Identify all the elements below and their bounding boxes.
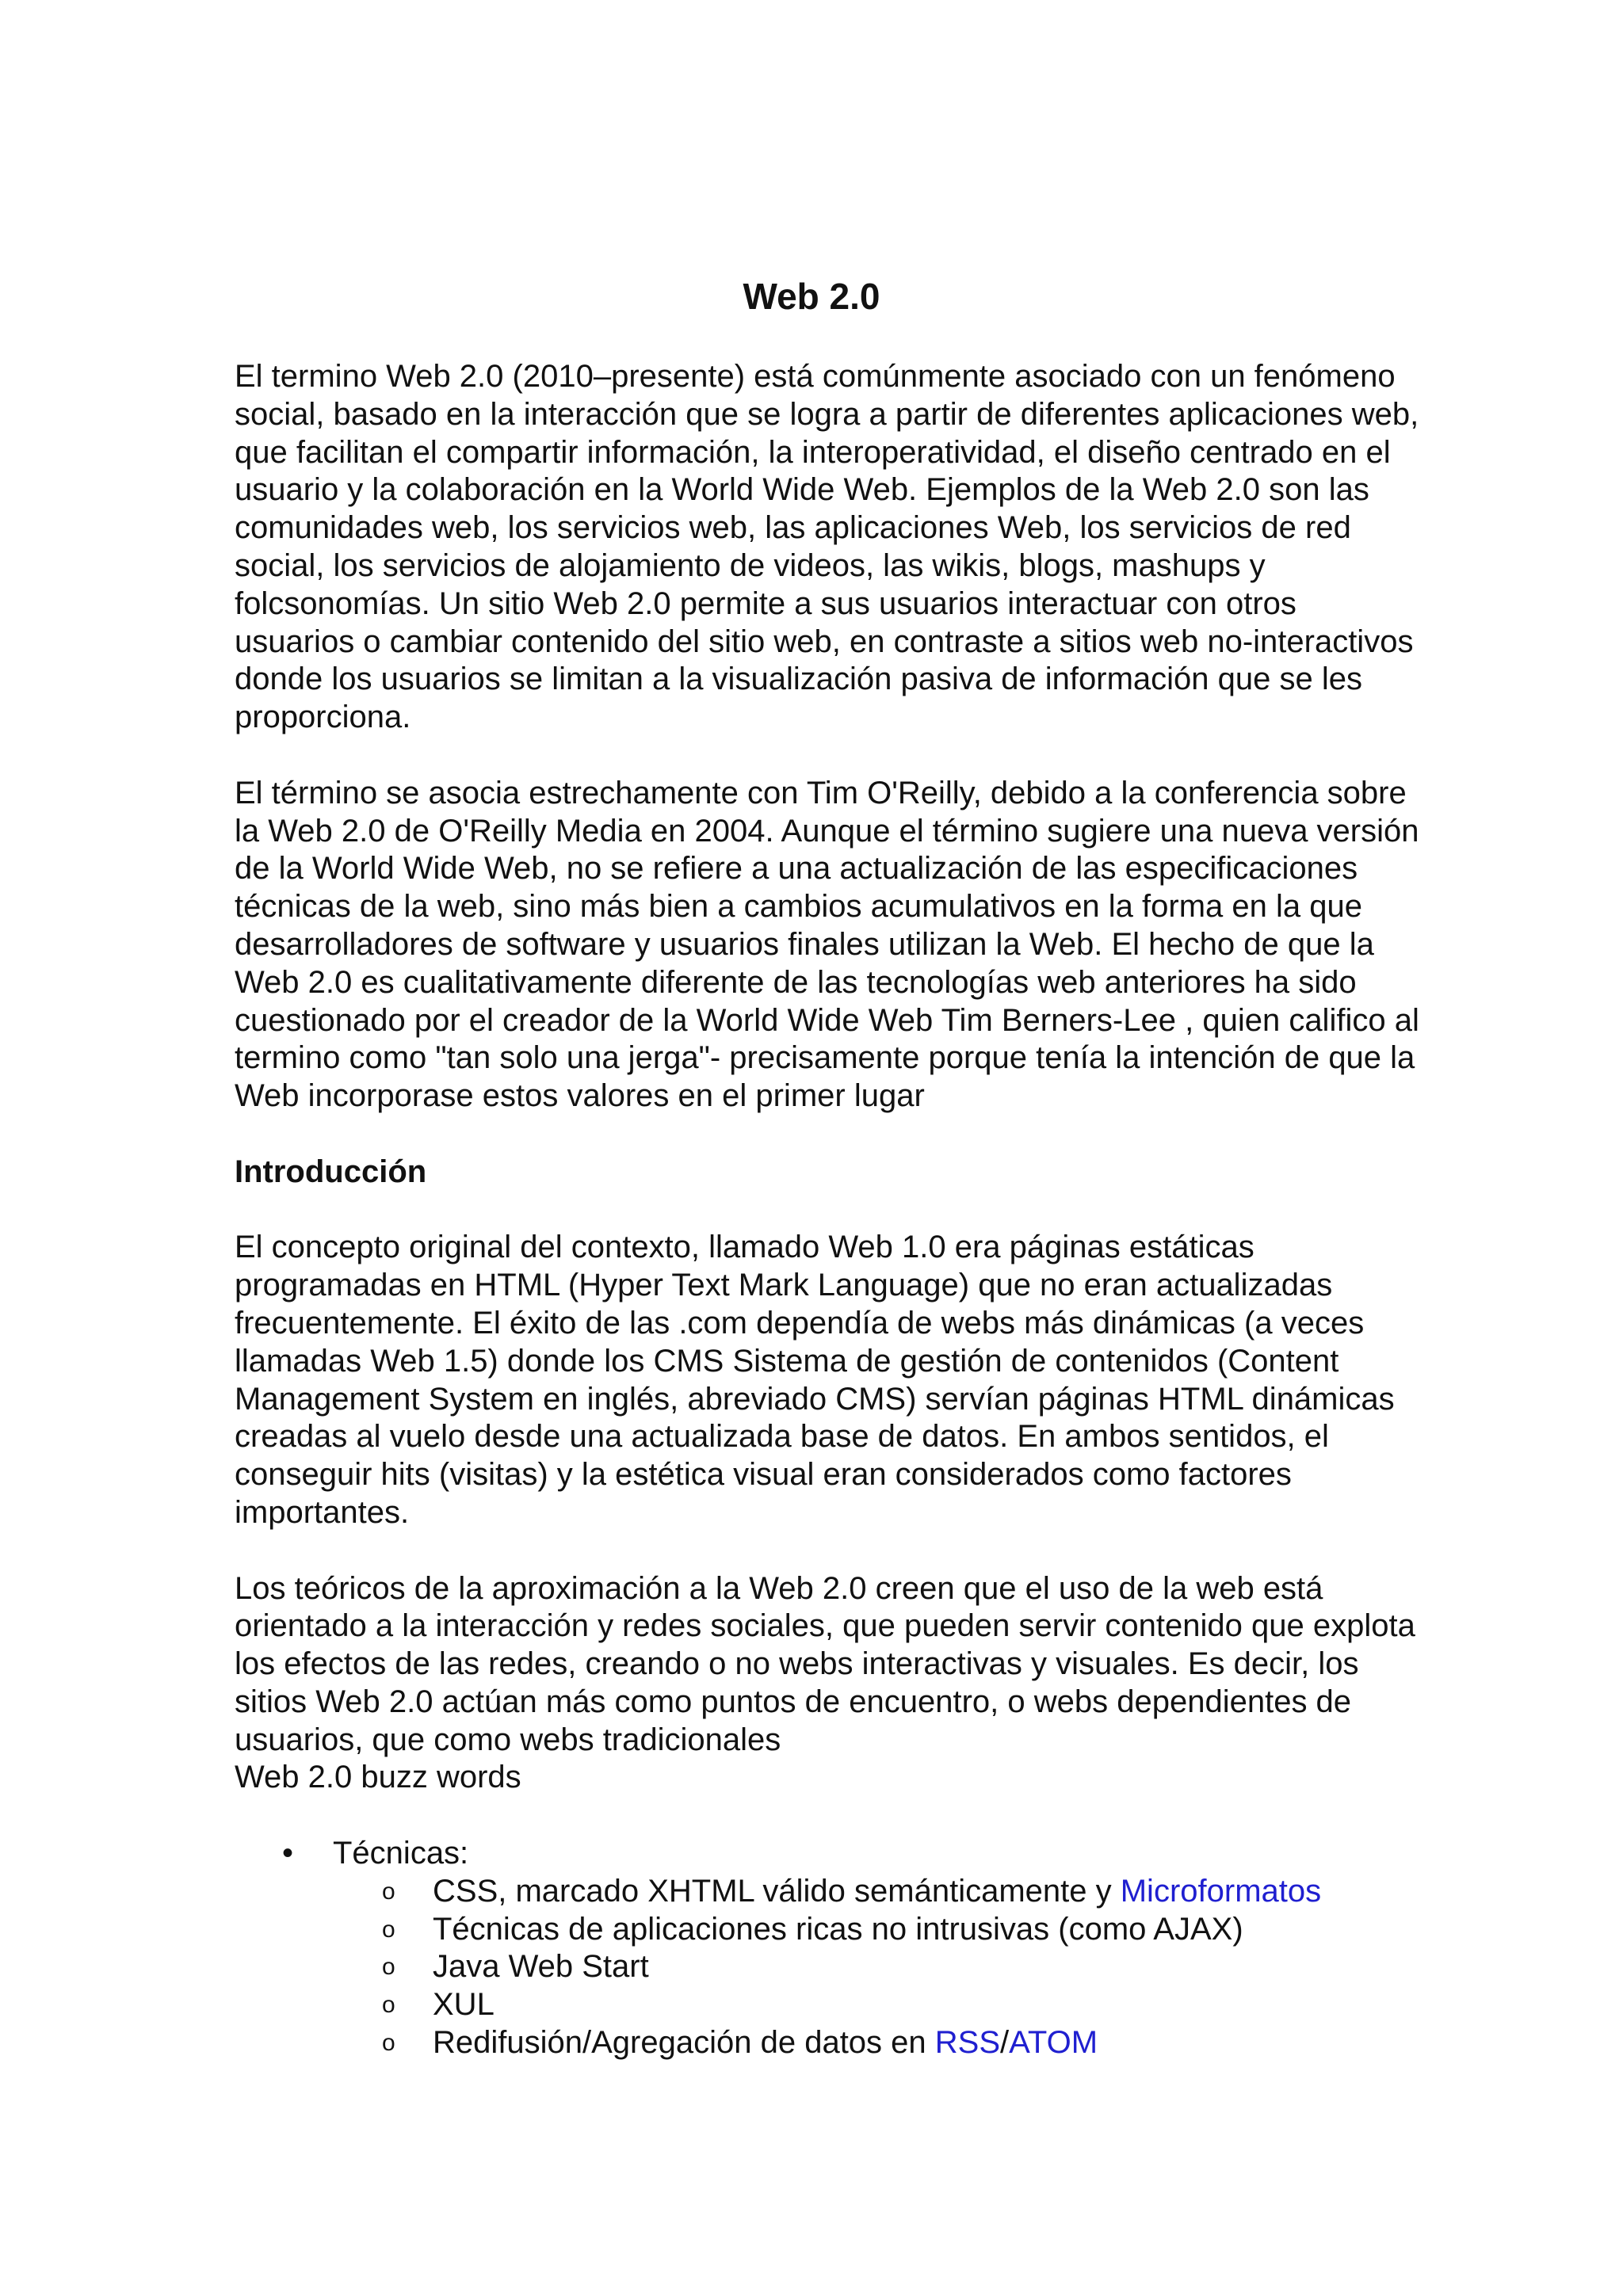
sub-item-text: Java Web Start [433,1949,649,1985]
bullet-marker-icon: • [282,1836,294,1871]
sub-marker-icon: o [382,1954,395,1981]
document-body [235,358,1423,2062]
sub-item-ajax [235,1911,1423,1949]
paragraph-definition: El termino Web 2.0 (2010–presente) está comúnmente asociado con un fenómeno social, basado en la interacción que se logra a partir de diferentes aplicaciones web, que facilitan el compartir información, la interoperatividad, el diseño centrado en el usuario y la colaboración en la World Wide Web. Ejemplos de la Web 2.0 son las comunidades web, los servicios web, las aplicaciones Web, los servicios de red social, los servicios de alojamiento de videos, las wikis, blogs, mashups y folcsonomías. Un sitio Web 2.0 permite a sus usuarios interactuar con otros usuarios o cambiar contenido del sitio web, en contraste a sitios web no-interactivos donde los usuarios se limitan a la visualización pasiva de información que se les proporciona. [235,359,1419,735]
sub-marker-icon: o [382,1878,395,1905]
sub-list-tecnicas [235,1873,1423,2062]
link-microformatos[interactable]: Microformatos [1120,1873,1322,1909]
link-rss[interactable]: RSS [934,2025,1001,2061]
paragraph-teoricos: Los teóricos de la aproximación a la Web 2.0 creen que el uso de la web está orientado a la interacción y redes sociales, que pueden servir contenido que explota los efectos de las redes, creando o no webs interactivas y visuales. Es decir, los sitios Web 2.0 actúan más como puntos de encuentro, o webs dependientes de usuarios, que como webs tradicionales [235,1570,1415,1757]
bullet-list [235,1835,1423,1873]
sub-item-text: Redifusión/Agregación de datos en [433,2025,935,2061]
sub-marker-icon: o [382,1992,395,2019]
sub-marker-icon: o [382,2030,395,2057]
link-separator: / [1000,2025,1010,2061]
bullet-label: Técnicas: [333,1836,469,1871]
paragraph-oreilly: El término se asocia estrechamente con Tim O'Reilly, debido a la conferencia sobre la Web 2.0 de O'Reilly Media en 2004. Aunque el término sugiere una nueva versión de la World Wide Web, no se refiere a una actualización de las especificaciones técnicas de la web, sino más bien a cambios acumulativos en la forma en la que desarrolladores de software y usuarios finales utilizan la Web. El hecho de que la Web 2.0 es cualitativamente diferente de las tecnologías web anteriores ha sido cuestionado por el creador de la World Wide Web Tim Berners-Lee , quien califico al termino como "tan solo una jerga"- precisamente porque tenía la intención de que la Web incorporase estos valores en el primer lugar [235,775,1419,1114]
paragraph-web-1-0: El concepto original del contexto, llamado Web 1.0 era páginas estáticas programadas en HTML (Hyper Text Mark Language) que no eran actualizadas frecuentemente. El éxito de las .com dependía de webs más dinámicas (a veces llamadas Web 1.5) donde los CMS Sistema de gestión de contenidos (Content Management System en inglés, abreviado CMS) servían páginas HTML dinámicas creadas al vuelo desde una actualizada base de datos. En ambos sentidos, el conseguir hits (visitas) y la estética visual eran considerados como factores importantes. [235,1230,1395,1530]
sub-item-css [235,1873,1423,1911]
buzz-words-label: Web 2.0 buzz words [235,1760,521,1795]
sub-item-text: XUL [433,1987,495,2023]
document-title: Web 2.0 [743,276,880,317]
sub-item-rss-atom [235,2024,1423,2062]
sub-item-text: Técnicas de aplicaciones ricas no intrusivas (como AJAX) [433,1911,1243,1947]
sub-item-java-web-start [235,1948,1423,1986]
sub-marker-icon: o [382,1916,395,1943]
section-heading-introduccion: Introducción [235,1154,427,1189]
link-atom[interactable]: ATOM [1009,2025,1098,2061]
sub-item-xul [235,1986,1423,2024]
sub-item-text: CSS, marcado XHTML válido semánticamente y [433,1873,1121,1909]
bullet-item-tecnicas [235,1835,1423,1873]
